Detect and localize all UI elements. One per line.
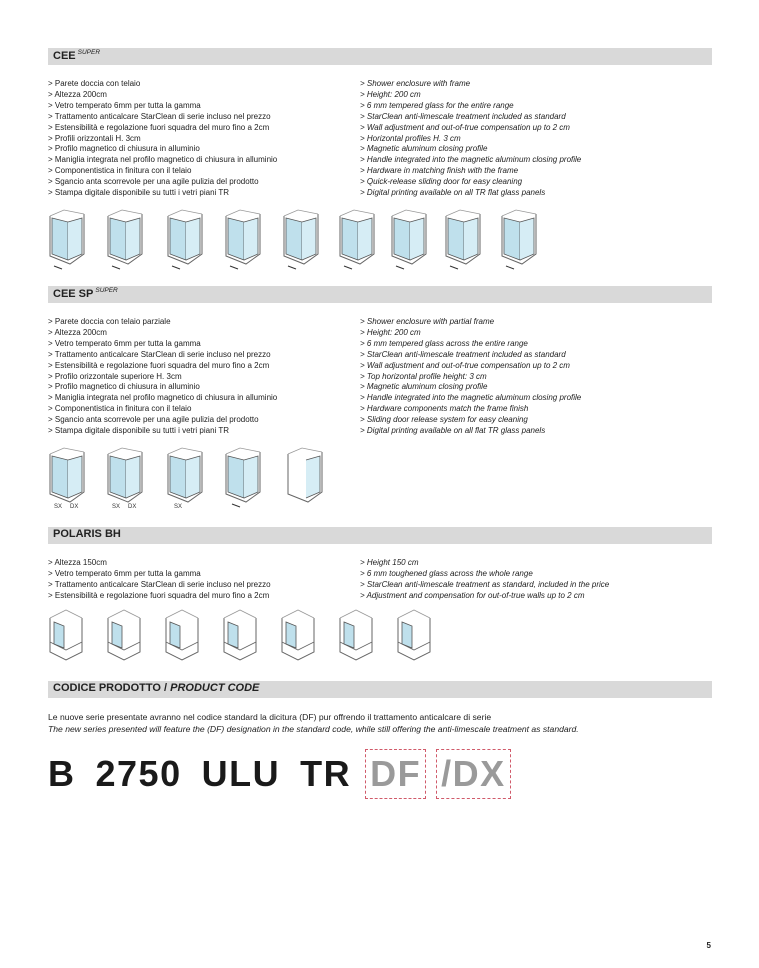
- list-item: > Hardware components match the frame finish: [360, 404, 529, 414]
- code-part: ULU: [201, 753, 281, 794]
- shower-enclosure-icon: [46, 446, 88, 510]
- section-title: CODICE PRODOTTO /: [53, 682, 168, 694]
- list-item: > Height 150 cm: [360, 558, 419, 567]
- code-part-boxed: /DX: [436, 749, 511, 799]
- shower-enclosure-icon: [498, 208, 540, 272]
- code-part: 2750: [95, 753, 182, 794]
- list-item: > Estensibilità e regolazione fuori squadra del muro fino a 2cm: [48, 360, 270, 370]
- list-item: > Vetro temperato 6mm per tutta la gamma: [48, 338, 201, 348]
- intro-text-en: The new series presented will feature the (DF) designation in the standard code, while still offering the anti-limescale treatment as standard.: [48, 724, 579, 734]
- list-item: > 6 mm toughened glass across the whole range: [360, 568, 533, 578]
- list-item: > Stampa digitale disponibile su tutti i vetri piani TR: [48, 426, 230, 436]
- list-item: > Trattamento anticalcare StarClean di serie incluso nel prezzo: [48, 579, 271, 589]
- list-item: > Wall adjustment and out-of-true compensation up to 2 cm: [360, 122, 570, 132]
- bath-screen-icon: [104, 608, 144, 664]
- list-item: > Trattamento anticalcare StarClean di serie incluso nel prezzo: [48, 111, 271, 121]
- feature-list-it-cee: [48, 79, 277, 199]
- code-part-boxed: DF: [365, 749, 426, 799]
- list-item: > Handle integrated into the magnetic aluminum closing profile: [360, 155, 582, 165]
- side-label: SX: [174, 504, 183, 510]
- list-item: > Maniglia integrata nel profilo magnetico di chiusura in alluminio: [48, 393, 278, 403]
- list-item: > Parete doccia con telaio parziale: [48, 317, 171, 326]
- list-item: > Shower enclosure with frame: [360, 79, 471, 88]
- product-code: [48, 748, 521, 800]
- list-item: > Estensibilità e regolazione fuori squadra del muro fino a 2cm: [48, 122, 270, 132]
- section-title-en: PRODUCT CODE: [170, 682, 260, 694]
- list-item: > Vetro temperato 6mm per tutta la gamma: [48, 568, 201, 578]
- list-item: > Estensibilità e regolazione fuori squadra del muro fino a 2cm: [48, 590, 270, 600]
- section-header-product-code: [48, 681, 712, 698]
- list-item: > Altezza 150cm: [48, 558, 107, 567]
- bath-screen-icon: [336, 608, 376, 664]
- list-item: > Hardware in matching finish with the frame: [360, 166, 519, 176]
- list-item: > Vetro temperato 6mm per tutta la gamma: [48, 100, 201, 110]
- bath-screen-icon: [220, 608, 260, 664]
- bath-screen-icon: [46, 608, 86, 664]
- section-title: CEE: [53, 50, 76, 62]
- shower-enclosure-icon: [284, 446, 326, 510]
- intro-text-it: Le nuove serie presentate avranno nel codice standard la dicitura (DF) pur offrendo il trattamento anticalcare di serie: [48, 712, 492, 722]
- list-item: > Height: 200 cm: [360, 89, 421, 99]
- feature-list-en-polaris: [360, 558, 609, 602]
- list-item: > Altezza 200cm: [48, 89, 107, 99]
- section-header-cee: [48, 48, 712, 65]
- shower-enclosure-icon: [164, 446, 206, 510]
- shower-enclosure-icon: [222, 446, 264, 510]
- shower-enclosure-icon: [280, 208, 322, 272]
- list-item: > Shower enclosure with partial frame: [360, 317, 495, 326]
- list-item: > Componentistica in finitura con il telaio: [48, 404, 192, 414]
- list-item: > 6 mm tempered glass for the entire range: [360, 100, 514, 110]
- shower-enclosure-icon: [222, 208, 264, 272]
- list-item: > Trattamento anticalcare StarClean di serie incluso nel prezzo: [48, 349, 271, 359]
- list-item: > Profilo magnetico di chiusura in alluminio: [48, 144, 200, 154]
- section-title-sup: SUPER: [77, 49, 101, 56]
- list-item: > Magnetic aluminum closing profile: [360, 144, 488, 154]
- list-item: > StarClean anti-limescale treatment included as standard: [360, 111, 566, 121]
- list-item: > Quick-release sliding door for easy cleaning: [360, 177, 523, 187]
- side-label: SX: [112, 504, 121, 510]
- list-item: > Wall adjustment and out-of-true compensation up to 2 cm: [360, 360, 570, 370]
- list-item: > Digital printing available on all TR flat glass panels: [360, 188, 546, 198]
- section-title: CEE SP: [53, 288, 94, 300]
- list-item: > StarClean anti-limescale treatment included as standard: [360, 349, 566, 359]
- code-part: TR: [300, 753, 352, 794]
- list-item: > Parete doccia con telaio: [48, 79, 141, 88]
- feature-list-it-polaris: [48, 558, 271, 602]
- list-item: > Magnetic aluminum closing profile: [360, 382, 488, 392]
- bath-screen-icon: [394, 608, 434, 664]
- bath-screen-icon: [162, 608, 202, 664]
- list-item: > Sliding door release system for easy cleaning: [360, 415, 528, 425]
- code-part: B: [48, 753, 76, 794]
- shower-enclosure-icon: [104, 446, 146, 510]
- section-title-sup: SUPER: [95, 287, 118, 294]
- list-item: > Top horizontal profile height: 3 cm: [360, 371, 487, 381]
- shower-enclosure-icon: [164, 208, 206, 272]
- side-label: DX: [128, 504, 137, 510]
- list-item: > Stampa digitale disponibile su tutti i vetri piani TR: [48, 188, 230, 198]
- section-header-cee-sp: [48, 286, 712, 303]
- feature-list-it-cee-sp: [48, 317, 277, 437]
- side-label: DX: [70, 504, 79, 510]
- list-item: > Handle integrated into the magnetic aluminum closing profile: [360, 393, 582, 403]
- list-item: > Digital printing available on all flat TR glass panels: [360, 426, 546, 436]
- shower-enclosure-icon: [442, 208, 484, 272]
- list-item: > Profilo orizzontale superiore H. 3cm: [48, 371, 182, 381]
- shower-enclosure-icon: [336, 208, 378, 272]
- list-item: > Maniglia integrata nel profilo magnetico di chiusura in alluminio: [48, 155, 278, 165]
- section-header-polaris-bh: [48, 527, 712, 544]
- list-item: > Profilo magnetico di chiusura in alluminio: [48, 382, 200, 392]
- list-item: > Altezza 200cm: [48, 327, 107, 337]
- list-item: > Componentistica in finitura con il telaio: [48, 166, 192, 176]
- list-item: > Height: 200 cm: [360, 327, 421, 337]
- shower-enclosure-icon: [46, 208, 88, 272]
- list-item: > Horizontal profiles H. 3 cm: [360, 133, 461, 143]
- feature-list-en-cee: [360, 79, 581, 199]
- list-item: > Profili orizzontali H. 3cm: [48, 133, 141, 143]
- shower-enclosure-icon: [388, 208, 430, 272]
- page-number: 5: [706, 941, 711, 950]
- shower-enclosure-icon: [104, 208, 146, 272]
- bath-screen-icon: [278, 608, 318, 664]
- list-item: > StarClean anti-limescale treatment as standard, included in the price: [360, 579, 610, 589]
- list-item: > Adjustment and compensation for out-of-true walls up to 2 cm: [360, 590, 585, 600]
- feature-list-en-cee-sp: [360, 317, 581, 437]
- list-item: > Sgancio anta scorrevole per una agile pulizia del prodotto: [48, 415, 259, 425]
- side-label: SX: [54, 504, 63, 510]
- list-item: > Sgancio anta scorrevole per una agile pulizia del prodotto: [48, 177, 259, 187]
- list-item: > 6 mm tempered glass across the entire range: [360, 338, 528, 348]
- section-title: POLARIS BH: [53, 528, 121, 540]
